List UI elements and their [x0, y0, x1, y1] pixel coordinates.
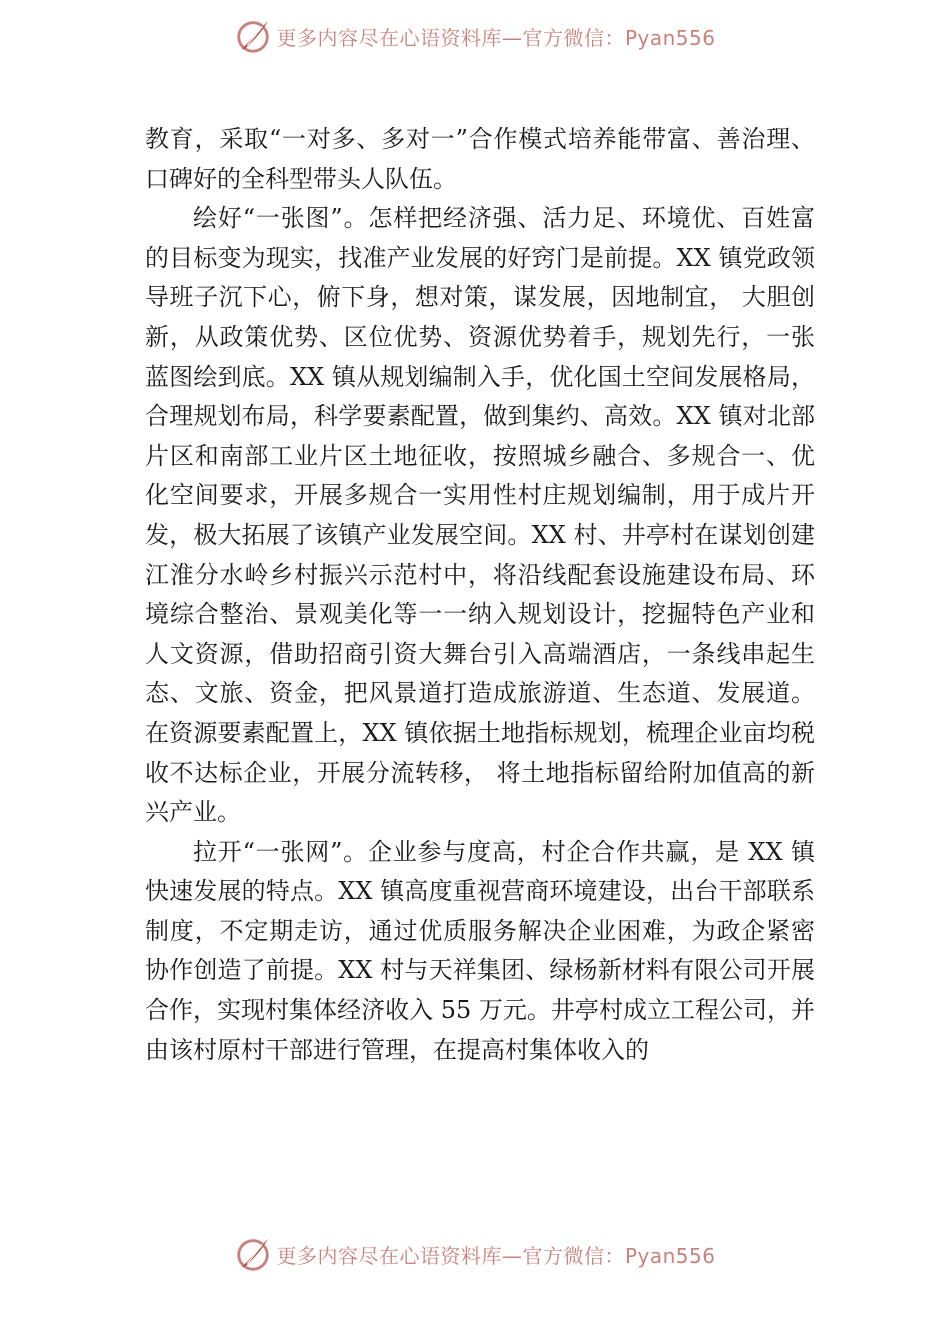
watermark-text: 更多内容尽在心语资料库—官方微信：Pyan556 [276, 1243, 716, 1268]
paragraph: 绘好“一张图”。怎样把经济强、活力足、环境优、百姓富的目标变为现实，找准产业发展的好窍门是前提。XX 镇党政领导班子沉下心，俯下身，想对策，谋发展，因地制宜， 大胆创新，从政策优势、区位优势、资源优势着手，规划先行，一张蓝图绘到底。XX 镇从规划编制入手，优化国土空间发展格局，合理规划布局，科学要素配置，做到集约、高效。XX 镇对北部片区和南部工业片区土地征收，按照城乡融合、多规合一、优化空间要求，开展多规合一实用性村庄规划编制，用于成片开发，极大拓展了该镇产业发展空间。XX 村、井亭村在谋划创建江淮分水岭乡村振兴示范村中，将沿线配套设施建设布局、环境综合整治、景观美化等一一纳入规划设计，挖掘特色产业和人文资源，借助招商引资大舞台引入高端酒店，一条线串起生态、文旅、资金，把风景道打造成旅游道、生态道、发展道。在资源要素配置上，XX 镇依据土地指标规划，梳理企业亩均税收不达标企业，开展分流转移， 将土地指标留给附加值高的新兴产业。 [145, 204, 815, 827]
paragraph: 拉开“一张网”。企业参与度高，村企合作共赢，是 XX 镇快速发展的特点。XX 镇高度重视营商环境建设，出台干部联系制度，不定期走访，通过优质服务解决企业困难，为政企紧密协作创造了前提。XX 村与天祥集团、绿杨新材料有限公司开展合作，实现村集体经济收入 55 万元。井亭村成立工程公司，并由该村原村干部进行管理，在提高村集体收入的 [145, 837, 815, 1064]
paragraph: 教育，采取“一对多、多对一”合作模式培养能带富、善治理、口碑好的全科型带头人队伍。 [145, 125, 815, 193]
header-watermark [0, 16, 950, 56]
document-body [145, 120, 815, 1070]
quill-circle-logo-icon [234, 17, 272, 55]
quill-circle-logo-icon [234, 1235, 272, 1273]
watermark-text: 更多内容尽在心语资料库—官方微信：Pyan556 [276, 25, 716, 50]
footer-watermark [0, 1234, 950, 1274]
